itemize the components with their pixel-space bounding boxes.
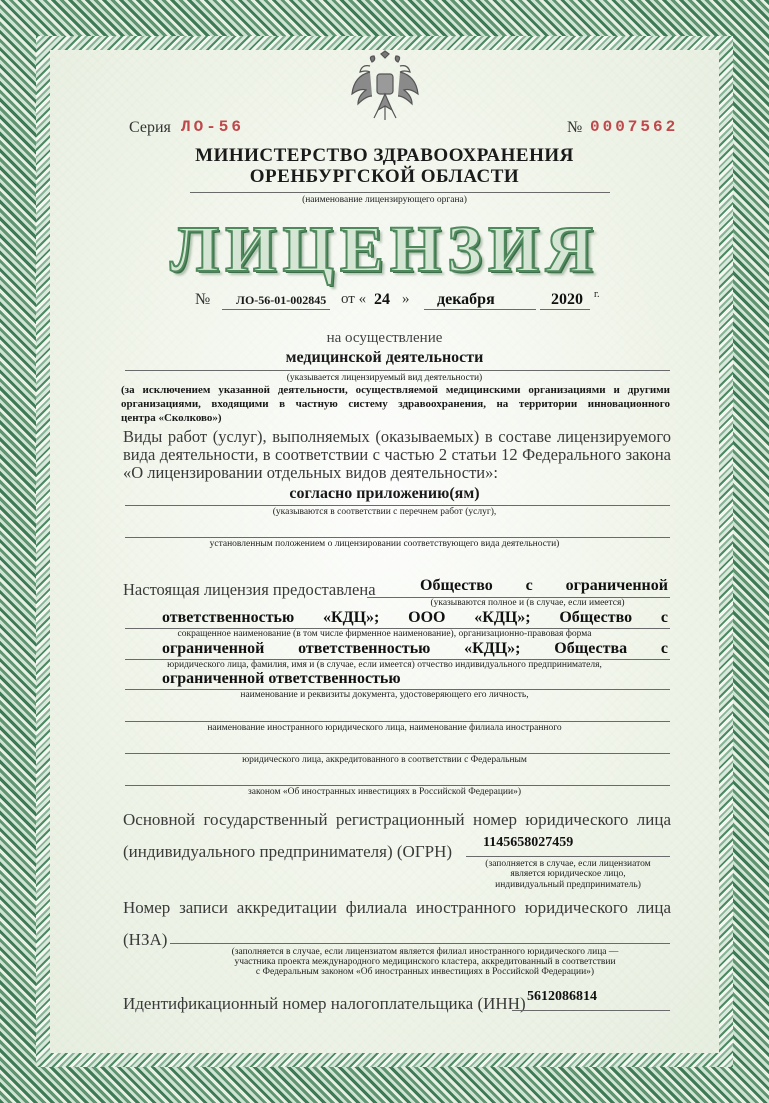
year-suffix: г. <box>594 289 600 300</box>
granted-word: с <box>660 609 668 626</box>
activity-note-3: центра «Сколково») <box>121 412 222 424</box>
double-headed-eagle-emblem <box>350 50 420 122</box>
ministry-line-1: МИНИСТЕРСТВО ЗДРАВООХРАНЕНИЯ <box>195 145 574 166</box>
date-from: от « <box>341 291 367 307</box>
granted-value-4: ограниченной ответственностью <box>162 670 401 687</box>
granted-word: «КДЦ»; <box>474 609 531 626</box>
nza-caption-3: с Федеральным законом «Об иностранных инвестициях в Российской Федерации») <box>255 967 595 977</box>
ogrn-caption-3: индивидуальный предприниматель) <box>495 880 641 890</box>
activity-caption: (указывается лицензируемый вид деятельности) <box>286 373 483 383</box>
date-month: декабря <box>437 291 495 308</box>
activity-note-2: организациями, входящими в частную систему здравоохранения, на территории инновационного <box>121 398 670 410</box>
ogrn-line-2: (индивидуального предпринимателя) (ОГРН) <box>123 842 453 861</box>
granted-value-3 <box>162 640 668 658</box>
granted-value-1 <box>420 577 668 595</box>
activity-underline <box>125 370 670 371</box>
reg-number-underline <box>222 309 330 310</box>
nza-line-2: (НЗА) <box>123 930 168 949</box>
inn-label: Идентификационный номер налогоплательщика (ИНН) <box>123 994 526 1013</box>
reg-num-sign: № <box>195 291 211 308</box>
works-caption-1: (указываются в соответствии с перечнем работ (услуг), <box>272 507 497 517</box>
granted-word: с <box>660 640 668 657</box>
nza-underline <box>170 943 670 944</box>
granted-label: Настоящая лицензия предоставлена <box>123 580 376 599</box>
works-line-2: вида деятельности, в соответствии с частью 2 статьи 12 Федерального закона <box>123 445 671 464</box>
license-title: ЛИЦЕНЗИЯ <box>169 213 600 286</box>
ogrn-caption-2: является юридическое лицо, <box>510 869 626 879</box>
works-line-3: «О лицензировании отдельных видов деятельности»: <box>123 463 498 482</box>
granted-word: Общество <box>420 577 493 594</box>
granted-word: Общество <box>559 609 633 626</box>
number-value: 0007562 <box>590 118 679 136</box>
ogrn-caption-1: (заполняется в случае, если лицензиатом <box>485 859 651 869</box>
granted-word: «КДЦ»; <box>464 640 521 657</box>
granted-caption-6: юридического лица, аккредитованного в соответствии с Федеральным <box>242 755 527 765</box>
granted-caption-5: наименование иностранного юридического лица, наименование филиала иностранного <box>207 723 562 733</box>
granted-word: «КДЦ»; <box>322 609 380 626</box>
granted-caption-2: сокращенное наименование (в том числе фирменное наименование), организационно-правовая форма <box>177 629 592 639</box>
works-underline-2 <box>125 537 670 538</box>
ogrn-underline <box>466 856 670 857</box>
reg-number: ЛО-56-01-002845 <box>236 293 327 307</box>
inn-underline <box>512 1010 670 1011</box>
month-underline <box>424 309 536 310</box>
works-line-1: Виды работ (услуг), выполняемых (оказываемых) в составе лицензируемого <box>123 427 671 446</box>
granted-caption-3: юридического лица, фамилия, имя и (в случае, если имеется) отчество индивидуального предпринимателя, <box>167 660 602 670</box>
ogrn-line-1: Основной государственный регистрационный номер юридического лица <box>123 810 671 829</box>
works-value: согласно приложению(ям) <box>289 485 480 502</box>
date-day: 24 <box>374 291 390 308</box>
granted-word: ООО <box>408 609 446 626</box>
date-year: 2020 <box>551 291 583 308</box>
inn-value: 5612086814 <box>527 989 597 1004</box>
ministry-caption: (наименование лицензирующего органа) <box>302 195 467 205</box>
granted-caption-1: (указываются полное и (в случае, если имеется) <box>430 598 625 608</box>
granted-caption-7: законом «Об иностранных инвестициях в Российской Федерации») <box>248 787 521 797</box>
nza-caption-1: (заполняется в случае, если лицензиатом является филиал иностранного юридического лица — <box>231 947 619 957</box>
year-underline <box>540 309 590 310</box>
ministry-underline <box>190 192 610 193</box>
granted-word: с <box>525 577 533 594</box>
nza-line-1: Номер записи аккредитации филиала иностранного юридического лица <box>123 898 671 917</box>
series-label: Серия <box>129 119 171 136</box>
ogrn-value: 1145658027459 <box>483 835 574 850</box>
granted-caption-4: наименование и реквизиты документа, удостоверяющего его личность, <box>240 690 529 700</box>
activity-intro: на осуществление <box>326 330 443 346</box>
granted-word: ограниченной <box>162 640 265 657</box>
granted-word: ограниченной <box>565 577 668 594</box>
granted-word: ответственностью <box>162 609 295 626</box>
granted-underline-6 <box>125 753 670 754</box>
series-value: ЛО-56 <box>181 118 245 136</box>
works-underline-1 <box>125 505 670 506</box>
granted-underline-5 <box>125 721 670 722</box>
works-caption-2: установленным положением о лицензировании соответствующего вида деятельности) <box>209 539 560 549</box>
activity-name: медицинской деятельности <box>285 349 484 366</box>
granted-word: ответственностью <box>298 640 431 657</box>
nza-caption-2: участника проекта международного медицинского кластера, аккредитованный в соответствии <box>234 957 616 967</box>
granted-underline-7 <box>125 785 670 786</box>
activity-note-1: (за исключением указанной деятельности, осуществляемой медицинскими организациями и другими <box>121 384 670 396</box>
number-label: № <box>567 119 583 136</box>
granted-word: Общества <box>554 640 628 657</box>
ministry-line-2: ОРЕНБУРГСКОЙ ОБЛАСТИ <box>249 166 520 187</box>
date-close-quote: » <box>402 291 410 307</box>
granted-value-2 <box>162 609 668 627</box>
